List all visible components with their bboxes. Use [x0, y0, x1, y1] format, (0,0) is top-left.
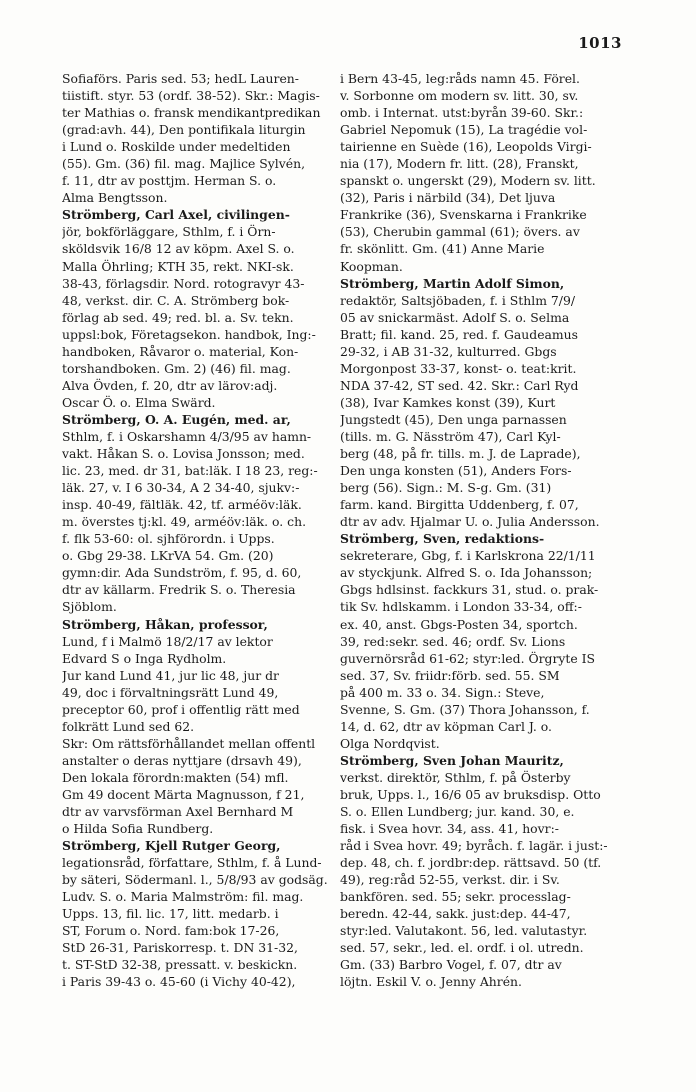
- text-line: råd i Svea hovr. 49; byråch. f. lagär. i just:-: [340, 838, 608, 854]
- text-line: legationsråd, författare, Sthlm, f. å Lund-: [62, 855, 322, 871]
- text-line: t. ST-StD 32-38, pressatt. v. beskickn.: [62, 957, 298, 973]
- text-line: i Paris 39-43 o. 45-60 (i Vichy 40-42),: [62, 974, 296, 990]
- text-line: vakt. Håkan S. o. Lovisa Jonsson; med.: [62, 446, 305, 462]
- text-line: guvernörsråd 61-62; styr:led. Örgryte IS: [340, 650, 596, 666]
- text-line: Alma Bengtsson.: [62, 190, 168, 206]
- text-line: beredn. 42-44, sakk. just:dep. 44-47,: [340, 906, 571, 922]
- text-line: v. Sorbonne om modern sv. litt. 30, sv.: [340, 88, 579, 104]
- text-line: (55). Gm. (36) fil. mag. Majlice Sylvén,: [62, 156, 306, 172]
- text-line: Jur kand Lund 41, jur lic 48, jur dr: [62, 667, 279, 683]
- text-line: berg (48, på fr. tills. m. J. de Laprade),: [340, 446, 581, 462]
- text-line: Strömberg, Håkan, professor,: [62, 616, 268, 632]
- text-line: redaktör, Saltsjöbaden, f. i Sthlm 7/9/: [340, 292, 576, 308]
- text-line: Olga Nordqvist.: [340, 735, 440, 751]
- text-line: Strömberg, Kjell Rutger Georg,: [62, 838, 281, 854]
- text-line: handboken, Råvaror o. material, Kon-: [62, 343, 299, 359]
- right-column: [340, 70, 638, 991]
- text-line: verkst. direktör, Sthlm, f. på Österby: [340, 769, 571, 785]
- text-line: tiistift. styr. 53 (ordf. 38-52). Skr.: Magis-: [62, 88, 320, 104]
- text-line: Lund, f i Malmö 18/2/17 av lektor: [62, 633, 273, 649]
- text-line: sköldsvik 16/8 12 av köpm. Axel S. o.: [62, 241, 295, 257]
- text-line: i Lund o. Roskilde under medeltiden: [62, 139, 291, 155]
- text-line: folkrätt Lund sed 62.: [62, 718, 195, 734]
- text-line: Gabriel Nepomuk (15), La tragédie vol-: [340, 122, 588, 138]
- text-line: berg (56). Sign.: M. S-g. Gm. (31): [340, 480, 552, 496]
- text-line: Strömberg, Sven, redaktions-: [340, 531, 545, 547]
- text-line: Sjöblom.: [62, 599, 117, 615]
- text-line: Koopman.: [340, 258, 403, 274]
- text-line: fisk. i Svea hovr. 34, ass. 41, hovr:-: [340, 821, 559, 837]
- text-line: lic. 23, med. dr 31, bat:läk. I 18 23, reg:-: [62, 463, 318, 479]
- text-line: (32), Paris i närbild (34), Det ljuva: [340, 190, 556, 206]
- text-line: gymn:dir. Ada Sundström, f. 95, d. 60,: [62, 565, 302, 581]
- text-line: Gm. (33) Barbro Vogel, f. 07, dtr av: [340, 957, 562, 973]
- text-line: förlag ab sed. 49; red. bl. a. Sv. tekn.: [62, 309, 294, 325]
- text-line: ter Mathias o. fransk mendikantpredikan: [62, 105, 321, 121]
- text-line: o Hilda Sofia Rundberg.: [62, 821, 214, 837]
- text-line: sekreterare, Gbg, f. i Karlskrona 22/1/11: [340, 548, 596, 564]
- text-line: omb. i Internat. utst:byrån 39-60. Skr.:: [340, 105, 584, 121]
- text-line: dtr av adv. Hjalmar U. o. Julia Andersson.: [340, 514, 600, 530]
- text-line: Sthlm, f. i Oskarshamn 4/3/95 av hamn-: [62, 428, 312, 444]
- text-line: spanskt o. ungerskt (29), Modern sv. litt.: [340, 173, 596, 189]
- text-line: insp. 40-49, fältläk. 42, tf. arméöv:läk.: [62, 497, 302, 513]
- text-line: styr:led. Valutakont. 56, led. valutastyr.: [340, 923, 588, 939]
- text-line: 49, doc i förvaltningsrätt Lund 49,: [62, 684, 279, 700]
- text-line: farm. kand. Birgitta Uddenberg, f. 07,: [340, 497, 579, 513]
- text-line: Morgonpost 33-37, konst- o. teat:krit.: [340, 360, 577, 376]
- text-line: (grad:avh. 44), Den pontifikala liturgin: [62, 122, 306, 138]
- text-line: sed. 57, sekr., led. el. ordf. i ol. utredn.: [340, 940, 584, 956]
- text-line: StD 26-31, Pariskorresp. t. DN 31-32,: [62, 940, 298, 956]
- text-line: dep. 48, ch. f. jordbr:dep. rättsavd. 50 (tf.: [340, 855, 602, 871]
- text-line: torshandboken. Gm. 2) (46) fil. mag.: [62, 360, 291, 376]
- text-line: Strömberg, Carl Axel, civilingen-: [62, 207, 290, 223]
- text-line: by säteri, Södermanl. l., 5/8/93 av godsäg.: [62, 872, 328, 888]
- text-line: tik Sv. hdlskamm. i London 33-34, off:-: [340, 599, 582, 615]
- text-line: NDA 37-42, ST sed. 42. Skr.: Carl Ryd: [340, 377, 579, 393]
- text-line: Den unga konsten (51), Anders Fors-: [340, 463, 572, 479]
- text-line: Svenne, S. Gm. (37) Thora Johansson, f.: [340, 701, 590, 717]
- page-number: 1013: [578, 34, 622, 52]
- text-line: f. flk 53-60: ol. sjhförordn. i Upps.: [62, 531, 275, 547]
- text-line: Bratt; fil. kand. 25, red. f. Gaudeamus: [340, 326, 579, 342]
- text-line: (38), Ivar Kamkes konst (39), Kurt: [340, 394, 556, 410]
- text-line: dtr av varvsförman Axel Bernhard M: [62, 804, 294, 820]
- text-line: anstalter o deras nyttjare (drsavh 49),: [62, 752, 302, 768]
- text-line: bankfören. sed. 55; sekr. processlag-: [340, 889, 571, 905]
- text-line: bruk, Upps. l., 16/6 05 av bruksdisp. Otto: [340, 786, 601, 802]
- text-line: uppsl:bok, Företagsekon. handbok, Ing:-: [62, 326, 316, 342]
- left-column: [62, 70, 338, 991]
- text-line: S. o. Ellen Lundberg; jur. kand. 30, e.: [340, 804, 575, 820]
- text-line: ST, Forum o. Nord. fam:bok 17-26,: [62, 923, 280, 939]
- text-line: 49), reg:råd 52-55, verkst. dir. i Sv.: [340, 872, 560, 888]
- text-line: nia (17), Modern fr. litt. (28), Franskt,: [340, 156, 579, 172]
- text-line: Den lokala förordn:makten (54) mfl.: [62, 769, 289, 785]
- text-line: Strömberg, Sven Johan Mauritz,: [340, 752, 564, 768]
- text-line: preceptor 60, prof i offentlig rätt med: [62, 701, 300, 717]
- text-line: 05 av snickarmäst. Adolf S. o. Selma: [340, 309, 570, 325]
- text-line: 48, verkst. dir. C. A. Strömberg bok-: [62, 292, 290, 308]
- text-line: o. Gbg 29-38. LKrVA 54. Gm. (20): [62, 548, 274, 564]
- text-line: Ludv. S. o. Maria Malmström: fil. mag.: [62, 889, 304, 905]
- text-line: 38-43, förlagsdir. Nord. rotogravyr 43-: [62, 275, 305, 291]
- text-line: Strömberg, O. A. Eugén, med. ar,: [62, 411, 291, 427]
- text-line: Skr: Om rättsförhållandet mellan offentl: [62, 735, 316, 751]
- text-line: läk. 27, v. I 6 30-34, A 2 34-40, sjukv:-: [62, 480, 300, 496]
- text-line: Sofiaförs. Paris sed. 53; hedL Lauren-: [62, 71, 299, 86]
- text-line: Frankrike (36), Svenskarna i Frankrike: [340, 207, 587, 223]
- text-line: Oscar Ö. o. Elma Swärd.: [62, 394, 216, 410]
- text-line: löjtn. Eskil V. o. Jenny Ahrén.: [340, 974, 522, 990]
- text-line: jör, bokförläggare, Sthlm, f. i Örn-: [62, 224, 276, 240]
- text-line: fr. skönlitt. Gm. (41) Anne Marie: [340, 241, 545, 257]
- text-line: 39, red:sekr. sed. 46; ordf. Sv. Lions: [340, 633, 566, 649]
- text-line: sed. 37, Sv. friidr:förb. sed. 55. SM: [340, 667, 560, 683]
- text-line: 29-32, i AB 31-32, kulturred. Gbgs: [340, 343, 557, 359]
- text-line: Edvard S o Inga Rydholm.: [62, 650, 227, 666]
- text-line: av styckjunk. Alfred S. o. Ida Johansson;: [340, 565, 593, 581]
- text-line: i Bern 43-45, leg:råds namn 45. Förel.: [340, 71, 580, 86]
- text-line: (tills. m. G. Näsström 47), Carl Kyl-: [340, 428, 561, 444]
- text-line: 14, d. 62, dtr av köpman Carl J. o.: [340, 718, 552, 734]
- text-line: dtr av källarm. Fredrik S. o. Theresia: [62, 582, 296, 598]
- text-line: Gbgs hdlsinst. fackkurs 31, stud. o. prak-: [340, 582, 599, 598]
- text-line: Strömberg, Martin Adolf Simon,: [340, 275, 565, 291]
- text-line: (53), Cherubin gammal (61); övers. av: [340, 224, 580, 240]
- text-line: tairienne en Suède (16), Leopolds Virgi-: [340, 139, 592, 155]
- text-line: Upps. 13, fil. lic. 17, litt. medarb. i: [62, 906, 279, 922]
- text-line: f. 11, dtr av posttjm. Herman S. o.: [62, 173, 277, 189]
- text-line: ex. 40, anst. Gbgs-Posten 34, sportch.: [340, 616, 578, 632]
- text-line: Gm 49 docent Märta Magnusson, f 21,: [62, 786, 305, 802]
- text-line: Alva Övden, f. 20, dtr av lärov:adj.: [62, 377, 278, 393]
- text-line: Jungstedt (45), Den unga parnassen: [340, 411, 567, 427]
- text-line: på 400 m. 33 o. 34. Sign.: Steve,: [340, 684, 545, 700]
- text-line: Malla Öhrling; KTH 35, rekt. NKI-sk.: [62, 258, 294, 274]
- text-line: m. överstes tj:kl. 49, arméöv:läk. o. ch.: [62, 514, 307, 530]
